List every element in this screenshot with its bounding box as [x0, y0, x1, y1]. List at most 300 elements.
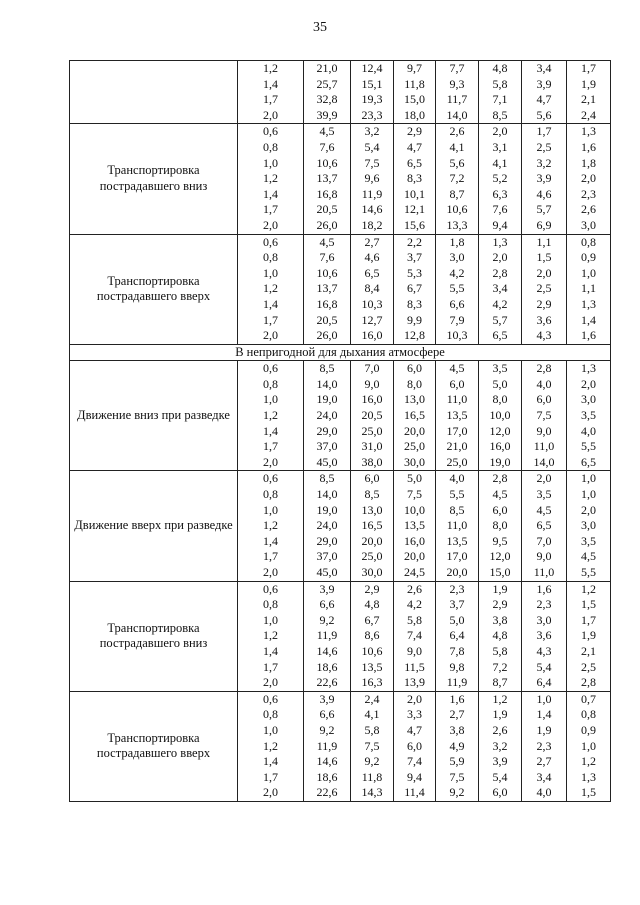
coefficient-value: 0,6 [263, 691, 278, 706]
time-value: 2,8 [492, 471, 508, 486]
time-value-column-cell [351, 691, 394, 801]
time-value: 7,5 [364, 738, 380, 753]
coefficient-value: 0,8 [263, 597, 278, 612]
time-value-column-cell [522, 471, 567, 581]
time-value: 12,7 [361, 312, 383, 327]
time-value: 14,6 [316, 643, 338, 658]
time-value: 3,8 [449, 722, 465, 737]
time-value: 8,7 [449, 186, 465, 201]
time-value: 5,0 [449, 612, 465, 627]
time-value-column-cell [394, 61, 436, 124]
coefficient-value: 1,7 [263, 659, 278, 674]
time-value: 3,0 [449, 250, 465, 265]
time-value: 8,0 [492, 518, 508, 533]
time-value: 10,6 [316, 155, 338, 170]
time-value-column-cell [479, 361, 522, 471]
time-value: 6,4 [536, 675, 552, 690]
time-value: 1,4 [581, 312, 596, 327]
time-value: 3,4 [536, 61, 552, 75]
time-value: 13,7 [316, 281, 338, 296]
time-value: 1,6 [581, 328, 596, 343]
time-value: 6,6 [449, 296, 465, 311]
time-value: 3,2 [364, 124, 380, 139]
time-value: 6,5 [536, 518, 552, 533]
time-value: 0,8 [581, 234, 596, 249]
time-value: 5,8 [364, 722, 380, 737]
time-value: 5,7 [536, 202, 552, 217]
coefficient-column-cell [238, 124, 304, 234]
time-value: 1,9 [581, 628, 596, 643]
time-value: 4,0 [581, 423, 596, 438]
time-value: 2,4 [364, 691, 380, 706]
coefficient-value: 0,6 [263, 124, 278, 139]
time-value-column-cell [394, 124, 436, 234]
coefficient-value: 1,0 [263, 392, 278, 407]
time-value: 26,0 [316, 328, 338, 343]
time-value: 1,3 [581, 296, 596, 311]
time-value: 2,0 [407, 691, 422, 706]
time-value: 2,0 [492, 250, 508, 265]
coefficient-value: 0,8 [263, 487, 278, 502]
coefficient-value: 2,0 [263, 107, 278, 122]
time-value: 1,3 [581, 361, 596, 376]
time-value: 20,0 [404, 549, 425, 564]
time-value: 19,0 [489, 454, 511, 469]
time-value: 7,6 [319, 139, 335, 154]
time-value: 5,9 [449, 754, 465, 769]
time-value-column-cell [351, 361, 394, 471]
time-value-column-cell [567, 124, 611, 234]
time-value: 25,0 [446, 454, 468, 469]
time-value: 1,7 [581, 61, 596, 75]
time-value: 11,0 [446, 518, 468, 533]
time-value: 10,3 [361, 296, 383, 311]
time-value: 7,8 [449, 643, 465, 658]
time-value: 16,8 [316, 296, 338, 311]
coefficient-value: 1,7 [263, 202, 278, 217]
time-value-column-cell [436, 691, 479, 801]
time-value: 9,7 [407, 61, 422, 75]
time-value: 1,5 [581, 597, 596, 612]
table-block-row [70, 234, 611, 344]
time-value: 25,0 [404, 439, 425, 454]
time-value: 2,3 [449, 581, 465, 596]
time-value: 6,5 [407, 155, 422, 170]
time-value-column-cell [394, 234, 436, 344]
time-value: 11,7 [446, 92, 468, 107]
table-block-row [70, 471, 611, 581]
time-value: 1,9 [536, 722, 552, 737]
time-value: 9,0 [407, 643, 422, 658]
time-value: 6,0 [407, 361, 422, 376]
coefficient-column-cell [238, 581, 304, 691]
time-value: 1,3 [492, 234, 508, 249]
time-value: 5,5 [581, 439, 596, 454]
coefficient-value: 1,4 [263, 533, 278, 548]
time-value: 9,6 [364, 171, 380, 186]
time-value: 7,4 [407, 754, 422, 769]
time-value: 4,7 [407, 722, 422, 737]
time-value: 2,3 [536, 597, 552, 612]
time-value: 20,0 [446, 565, 468, 579]
time-value: 21,0 [446, 439, 468, 454]
coefficient-value: 1,4 [263, 643, 278, 658]
time-value: 3,7 [407, 250, 422, 265]
time-value: 6,6 [319, 707, 335, 722]
time-value: 16,8 [316, 186, 338, 201]
time-value: 2,8 [492, 265, 508, 280]
time-value: 4,3 [536, 328, 552, 343]
time-value: 2,3 [536, 738, 552, 753]
time-value: 7,0 [364, 361, 380, 376]
time-value: 20,5 [316, 312, 338, 327]
time-value-column-cell [304, 691, 351, 801]
time-value: 13,5 [361, 659, 383, 674]
time-value: 4,2 [492, 296, 508, 311]
time-value: 5,8 [492, 76, 508, 91]
time-value: 2,0 [492, 124, 508, 139]
time-value: 6,0 [536, 392, 552, 407]
time-value: 45,0 [316, 565, 338, 579]
block-label: Движение вниз при разведке [70, 361, 238, 471]
time-value: 4,6 [364, 250, 380, 265]
time-value: 1,6 [449, 691, 465, 706]
coefficient-value: 1,2 [263, 171, 278, 186]
time-value: 11,9 [446, 675, 468, 690]
time-value-column-cell [567, 61, 611, 124]
time-value: 6,0 [449, 376, 465, 391]
time-value: 7,5 [536, 408, 552, 423]
time-value: 3,9 [319, 581, 335, 596]
time-value: 7,2 [492, 659, 508, 674]
time-value: 2,9 [364, 581, 380, 596]
time-value-column-cell [304, 61, 351, 124]
time-value: 5,4 [492, 769, 508, 784]
coefficient-value: 2,0 [263, 217, 278, 232]
time-value: 5,8 [492, 643, 508, 658]
time-value-column-cell [304, 124, 351, 234]
time-value: 3,0 [581, 217, 596, 232]
time-value: 29,0 [316, 423, 338, 438]
coefficient-value: 0,6 [263, 471, 278, 486]
coefficient-value: 1,4 [263, 754, 278, 769]
coefficient-value: 0,8 [263, 376, 278, 391]
time-value: 1,0 [581, 487, 596, 502]
time-value: 45,0 [316, 454, 338, 469]
time-value: 3,9 [536, 171, 552, 186]
time-value: 10,3 [446, 328, 468, 343]
time-value: 2,1 [581, 92, 596, 107]
time-value: 16,3 [361, 675, 383, 690]
time-value: 5,2 [492, 171, 508, 186]
time-value: 10,6 [361, 643, 383, 658]
time-value: 7,2 [449, 171, 465, 186]
time-value: 1,0 [536, 691, 552, 706]
time-value-column-cell [394, 581, 436, 691]
time-value: 9,9 [407, 312, 422, 327]
time-value: 7,0 [536, 533, 552, 548]
coefficient-value: 1,4 [263, 76, 278, 91]
time-value-column-cell [304, 581, 351, 691]
time-value: 6,0 [492, 785, 508, 800]
time-value: 7,9 [449, 312, 465, 327]
time-value-column-cell [351, 471, 394, 581]
time-value: 1,1 [536, 234, 552, 249]
time-value: 9,2 [319, 612, 335, 627]
time-value-column-cell [522, 581, 567, 691]
coefficient-value: 1,0 [263, 155, 278, 170]
time-value-column-cell [522, 61, 567, 124]
table-block-row [70, 361, 611, 471]
time-value: 1,7 [581, 612, 596, 627]
time-value: 3,5 [492, 361, 508, 376]
time-value: 6,0 [407, 738, 422, 753]
coefficient-value: 1,4 [263, 296, 278, 311]
time-value: 2,0 [536, 265, 552, 280]
time-value: 4,1 [449, 139, 465, 154]
time-value: 20,0 [404, 423, 425, 438]
time-value: 12,1 [404, 202, 425, 217]
time-value: 15,6 [404, 217, 425, 232]
section-heading-row [70, 344, 611, 361]
time-value: 1,5 [581, 785, 596, 800]
time-value: 7,6 [492, 202, 508, 217]
time-value: 1,2 [581, 581, 596, 596]
time-value: 8,3 [407, 171, 422, 186]
time-value: 1,4 [536, 707, 552, 722]
time-value: 16,5 [361, 518, 383, 533]
time-value: 9,2 [449, 785, 465, 800]
coefficient-value: 1,0 [263, 265, 278, 280]
time-value: 1,0 [581, 265, 596, 280]
time-value: 14,0 [533, 454, 555, 469]
time-value: 3,0 [581, 518, 596, 533]
time-value: 11,0 [446, 392, 468, 407]
time-value: 1,3 [581, 769, 596, 784]
time-value: 6,5 [492, 328, 508, 343]
time-value: 4,5 [319, 234, 335, 249]
coefficient-value: 0,8 [263, 250, 278, 265]
time-value: 5,8 [407, 612, 422, 627]
time-value: 6,7 [407, 281, 422, 296]
time-value: 1,6 [581, 139, 596, 154]
coefficient-value: 1,2 [263, 518, 278, 533]
time-value: 20,0 [361, 533, 383, 548]
time-value-column-cell [479, 61, 522, 124]
time-value: 4,7 [407, 139, 422, 154]
time-value: 18,6 [316, 659, 338, 674]
time-value: 11,8 [404, 76, 425, 91]
coefficient-value: 2,0 [263, 785, 278, 800]
time-value: 20,5 [316, 202, 338, 217]
time-value: 1,9 [492, 581, 508, 596]
time-value: 1,9 [492, 707, 508, 722]
time-value: 1,9 [581, 76, 596, 91]
time-value: 7,5 [449, 769, 465, 784]
time-value-column-cell [522, 124, 567, 234]
time-value: 7,4 [407, 628, 422, 643]
time-value: 16,0 [361, 392, 383, 407]
time-value-column-cell [436, 124, 479, 234]
time-value: 24,0 [316, 408, 338, 423]
time-value: 4,3 [536, 643, 552, 658]
coefficient-value: 1,7 [263, 769, 278, 784]
time-value-column-cell [351, 234, 394, 344]
time-value: 29,0 [316, 533, 338, 548]
time-value: 7,5 [364, 155, 380, 170]
time-value: 3,4 [492, 281, 508, 296]
time-value: 9,2 [364, 754, 380, 769]
coefficient-value: 1,7 [263, 92, 278, 107]
time-value: 1,3 [581, 124, 596, 139]
block-label: Движение вверх при разведке [70, 471, 238, 581]
time-value: 8,4 [364, 281, 380, 296]
time-value: 3,7 [449, 597, 465, 612]
time-value-column-cell [394, 471, 436, 581]
time-value: 1,1 [581, 281, 596, 296]
time-value: 13,9 [404, 675, 425, 690]
time-value: 7,1 [492, 92, 508, 107]
time-value: 3,9 [536, 76, 552, 91]
time-value: 13,7 [316, 171, 338, 186]
time-value: 4,0 [536, 785, 552, 800]
time-value: 13,0 [404, 392, 425, 407]
table-block-row [70, 124, 611, 234]
time-value: 4,1 [492, 155, 508, 170]
block-label: Транспортировка пострадавшего вверх [70, 234, 238, 344]
time-value: 9,0 [536, 423, 552, 438]
time-value: 4,7 [536, 92, 552, 107]
time-value: 2,6 [407, 581, 422, 596]
coefficient-value: 1,0 [263, 502, 278, 517]
norms-table [69, 60, 611, 802]
coefficient-value: 2,0 [263, 675, 278, 690]
time-value-column-cell [479, 234, 522, 344]
time-value: 16,0 [404, 533, 425, 548]
time-value-column-cell [351, 581, 394, 691]
time-value: 3,5 [536, 487, 552, 502]
time-value: 18,0 [404, 107, 425, 122]
time-value: 24,0 [316, 518, 338, 533]
time-value: 1,7 [536, 124, 552, 139]
time-value: 23,3 [361, 107, 383, 122]
time-value: 8,5 [364, 487, 380, 502]
block-label: Транспортировка пострадавшего вниз [70, 581, 238, 691]
time-value: 8,5 [319, 361, 335, 376]
time-value: 5,5 [449, 281, 465, 296]
time-value: 5,6 [449, 155, 465, 170]
coefficient-column-cell [238, 471, 304, 581]
time-value: 9,4 [492, 217, 508, 232]
time-value: 3,6 [536, 312, 552, 327]
time-value: 10,6 [316, 265, 338, 280]
time-value: 13,0 [361, 502, 383, 517]
time-value: 15,0 [404, 92, 425, 107]
time-value: 5,5 [581, 565, 596, 579]
time-value: 4,2 [407, 597, 422, 612]
time-value: 4,5 [581, 549, 596, 564]
time-value: 10,0 [489, 408, 511, 423]
time-value: 6,3 [492, 186, 508, 201]
table-block-row [70, 61, 611, 124]
time-value: 16,0 [489, 439, 511, 454]
time-value: 3,2 [536, 155, 552, 170]
time-value: 11,9 [316, 628, 338, 643]
time-value: 22,6 [316, 785, 338, 800]
coefficient-value: 1,2 [263, 281, 278, 296]
time-value: 9,0 [536, 549, 552, 564]
time-value: 2,8 [581, 675, 596, 690]
time-value: 5,4 [536, 659, 552, 674]
time-value: 6,5 [364, 265, 380, 280]
time-value: 37,0 [316, 439, 338, 454]
time-value: 2,0 [581, 376, 596, 391]
time-value: 0,9 [581, 250, 596, 265]
time-value: 6,6 [319, 597, 335, 612]
time-value: 13,3 [446, 217, 468, 232]
time-value: 7,7 [449, 61, 465, 75]
time-value: 2,3 [581, 186, 596, 201]
time-value-column-cell [567, 234, 611, 344]
time-value: 2,8 [536, 361, 552, 376]
time-value: 3,8 [492, 612, 508, 627]
coefficient-column-cell [238, 234, 304, 344]
time-value: 4,0 [449, 471, 465, 486]
time-value: 9,8 [449, 659, 465, 674]
time-value: 6,5 [581, 454, 596, 469]
time-value-column-cell [436, 581, 479, 691]
block-label: Транспортировка пострадавшего вверх [70, 691, 238, 801]
time-value: 3,5 [581, 408, 596, 423]
time-value: 1,5 [536, 250, 552, 265]
time-value: 10,1 [404, 186, 425, 201]
time-value: 11,9 [316, 738, 338, 753]
time-value-column-cell [304, 234, 351, 344]
time-value: 3,3 [407, 707, 422, 722]
time-value: 1,0 [581, 738, 596, 753]
time-value: 14,6 [316, 754, 338, 769]
time-value: 5,0 [407, 471, 422, 486]
time-value: 6,4 [449, 628, 465, 643]
coefficient-value: 2,0 [263, 565, 278, 579]
time-value: 3,1 [492, 139, 508, 154]
time-value: 4,2 [449, 265, 465, 280]
coefficient-value: 0,6 [263, 361, 278, 376]
table-block-row [70, 691, 611, 801]
time-value: 12,8 [404, 328, 425, 343]
time-value: 9,3 [449, 76, 465, 91]
time-value: 18,2 [361, 217, 383, 232]
time-value: 15,1 [361, 76, 383, 91]
coefficient-value: 0,8 [263, 139, 278, 154]
time-value: 4,9 [449, 738, 465, 753]
time-value-column-cell [436, 361, 479, 471]
time-value: 4,8 [492, 61, 508, 75]
time-value: 17,0 [446, 423, 468, 438]
coefficient-value: 1,2 [263, 738, 278, 753]
time-value: 8,6 [364, 628, 380, 643]
time-value: 5,3 [407, 265, 422, 280]
time-value: 8,0 [407, 376, 422, 391]
time-value: 3,0 [581, 392, 596, 407]
time-value: 19,3 [361, 92, 383, 107]
coefficient-value: 1,4 [263, 186, 278, 201]
time-value: 32,8 [316, 92, 338, 107]
time-value-column-cell [436, 471, 479, 581]
time-value-column-cell [351, 61, 394, 124]
coefficient-value: 1,2 [263, 408, 278, 423]
time-value: 3,4 [536, 769, 552, 784]
